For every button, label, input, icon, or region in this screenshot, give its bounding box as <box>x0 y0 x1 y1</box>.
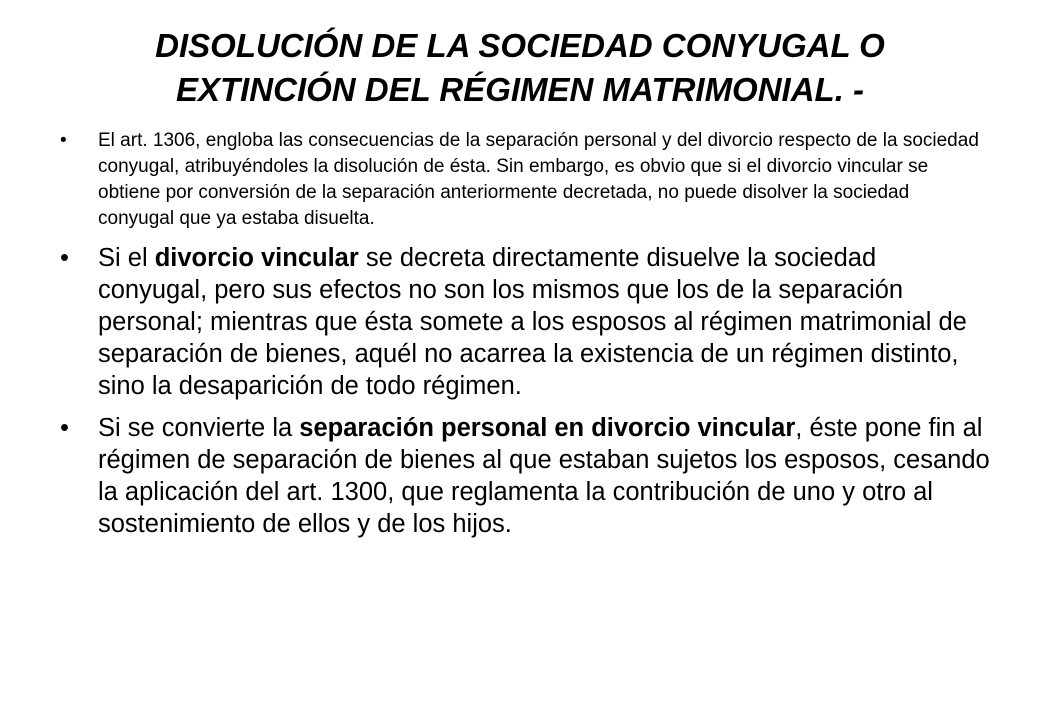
bullet-item-2 <box>60 242 990 402</box>
bullet-text-pre: Si el <box>98 244 155 272</box>
bullet-list <box>60 128 990 550</box>
bullet-text-bold: separación personal en divorcio vincular <box>299 414 796 442</box>
bullet-dot-icon: • <box>60 414 69 442</box>
slide-title <box>60 24 980 112</box>
bullet-item-3 <box>60 412 990 540</box>
bullet-text-bold: divorcio vincular <box>154 244 359 272</box>
title-line-2: EXTINCIÓN DEL RÉGIMEN MATRIMONIAL. - <box>175 71 865 108</box>
bullet-text-pre: Si se convierte la <box>98 414 300 442</box>
bullet-text: El art. 1306, engloba las consecuencias de la separación personal y del divorcio respecto de la sociedad conyugal, atribuyéndoles la disolución de ésta. Sin embargo, es obvio que si el divorcio vincular se obtiene por conversión de la separación anteriormente decretada, no puede disolver la sociedad conyugal que ya estaba disuelta. <box>98 130 979 229</box>
bullet-item-1 <box>60 128 990 232</box>
bullet-dot-icon: • <box>60 244 69 272</box>
title-line-1: DISOLUCIÓN DE LA SOCIEDAD CONYUGAL O <box>155 27 885 64</box>
bullet-text-post: , éste pone fin al régimen de separación de bienes al que estaban sujetos los esposos, cesando la aplicación del art. 1300, que reglamenta la contribución de uno y otro al sostenimiento de ellos y de los hijos. <box>98 414 990 538</box>
bullet-text-post: se decreta directamente disuelve la sociedad conyugal, pero sus efectos no son los mismos que los de la separación personal; mientras que ésta somete a los esposos al régimen matrimonial de separación de bienes, aquél no acarrea la existencia de un régimen distinto, sino la desaparición de todo régimen. <box>98 244 967 400</box>
bullet-dot-icon: • <box>60 130 67 151</box>
